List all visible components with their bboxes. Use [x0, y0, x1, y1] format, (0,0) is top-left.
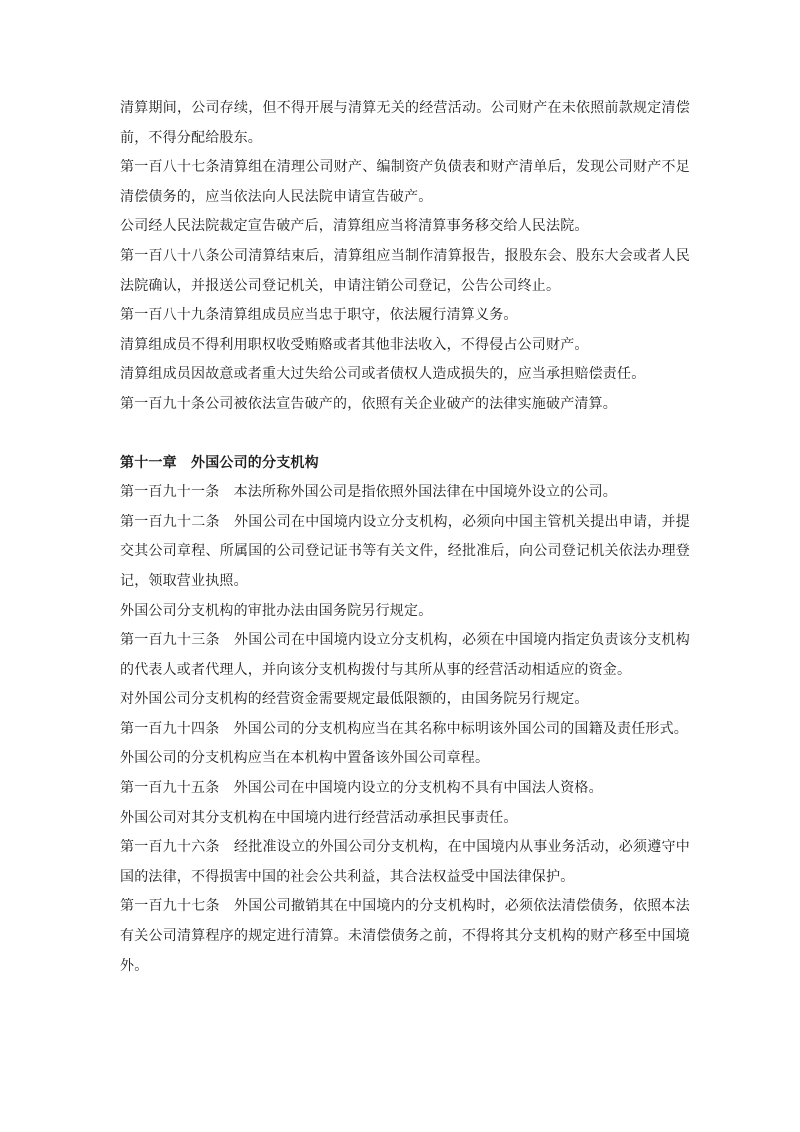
article-191: 第一百九十一条 本法所称外国公司是指依照外国法律在中国境外设立的公司。	[120, 484, 617, 501]
clause-paragraph: 清算组成员因故意或者重大过失给公司或者债权人造成损失的，应当承担赔偿责任。	[120, 366, 646, 383]
article-196: 第一百九十六条 经批准设立的外国公司分支机构，在中国境内从事业务活动，必须遵守中国的法律，不得损害中国的社会公共利益，其合法权益受中国法律保护。	[120, 839, 690, 885]
clause-paragraph: 对外国公司分支机构的经营资金需要规定最低限额的，由国务院另行规定。	[120, 691, 589, 708]
article-195: 第一百九十五条 外国公司在中国境内设立的分支机构不具有中国法人资格。	[120, 780, 603, 797]
article-187: 第一百八十七条清算组在清理公司财产、编制资产负债表和财产清单后，发现公司财产不足清偿债务的，应当依法向人民法院申请宣告破产。	[120, 159, 690, 205]
article-192: 第一百九十二条 外国公司在中国境内设立分支机构，必须向中国主管机关提出申请，并提交其公司章程、所属国的公司登记证书等有关文件，经批准后，向公司登记机关依法办理登记，领取营业执照。	[120, 513, 690, 589]
clause-paragraph: 清算组成员不得利用职权收受贿赂或者其他非法收入，不得侵占公司财产。	[120, 336, 589, 353]
clause-paragraph: 外国公司对其分支机构在中国境内进行经营活动承担民事责任。	[120, 809, 518, 826]
chapter-title: 第十一章 外国公司的分支机构	[120, 454, 319, 471]
article-193: 第一百九十三条 外国公司在中国境内设立分支机构，必须在中国境内指定负责该分支机构的代表人或者代理人，并向该分支机构拨付与其所从事的经营活动相适应的资金。	[120, 632, 690, 678]
document-page	[120, 94, 690, 981]
article-194: 第一百九十四条 外国公司的分支机构应当在其名称中标明该外国公司的国籍及责任形式。	[120, 720, 688, 737]
clause-paragraph: 清算期间，公司存续，但不得开展与清算无关的经营活动。公司财产在未依照前款规定清偿前，不得分配给股东。	[120, 100, 690, 146]
chapter-spacer	[120, 420, 690, 449]
clause-paragraph: 公司经人民法院裁定宣告破产后，清算组应当将清算事务移交给人民法院。	[120, 218, 589, 235]
clause-paragraph: 外国公司的分支机构应当在本机构中置备该外国公司章程。	[120, 750, 490, 767]
article-197: 第一百九十七条 外国公司撤销其在中国境内的分支机构时，必须依法清偿债务，依照本法有关公司清算程序的规定进行清算。未清偿债务之前，不得将其分支机构的财产移至中国境外。	[120, 898, 690, 974]
article-190: 第一百九十条公司被依法宣告破产的，依照有关企业破产的法律实施破产清算。	[120, 395, 617, 412]
article-189: 第一百八十九条清算组成员应当忠于职守，依法履行清算义务。	[120, 307, 518, 324]
article-188: 第一百八十八条公司清算结束后，清算组应当制作清算报告，报股东会、股东大会或者人民法院确认，并报送公司登记机关，申请注销公司登记，公告公司终止。	[120, 247, 690, 294]
clause-paragraph: 外国公司分支机构的审批办法由国务院另行规定。	[120, 602, 433, 619]
